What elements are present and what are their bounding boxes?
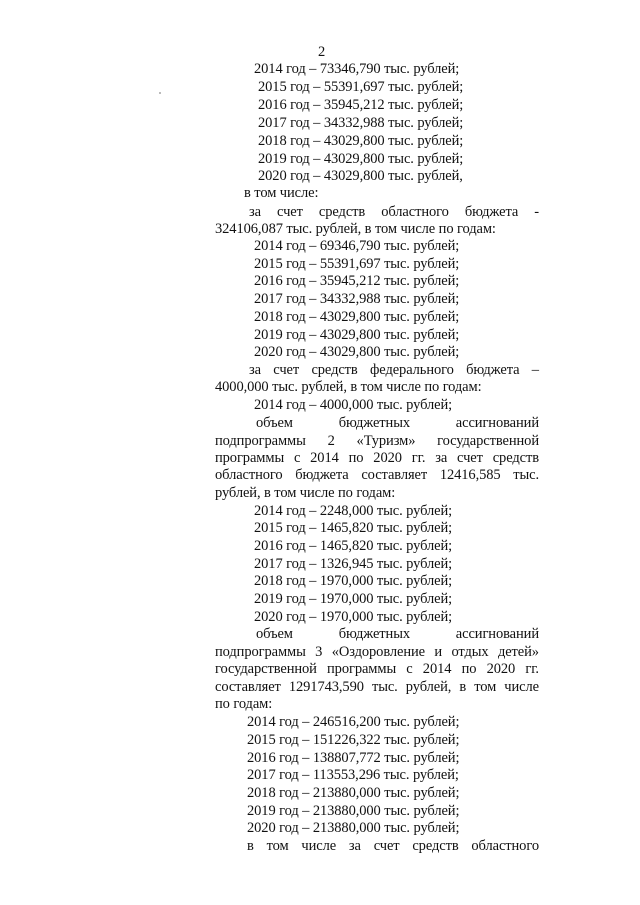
- word: 1291743,590: [288, 679, 364, 695]
- word: составляет: [215, 679, 281, 695]
- amount-line: 2019 год – 43029,800 тыс. рублей;: [254, 327, 460, 343]
- amount-line: 2020 год – 1970,000 тыс. рублей;: [254, 609, 453, 625]
- word: том: [474, 679, 497, 695]
- amount-line: 2020 год – 43029,800 тыс. рублей,: [258, 168, 463, 184]
- word: программы: [215, 450, 285, 466]
- justified-line: [247, 838, 539, 855]
- text-line: 4000,000 тыс. рублей, в том числе по годам:: [215, 379, 482, 395]
- amount-line: 2019 год – 213880,000 тыс. рублей;: [247, 803, 460, 819]
- justified-line: [215, 450, 539, 467]
- word: программы: [327, 661, 397, 677]
- word: ассигнований: [455, 415, 539, 431]
- amount-line: 2015 год – 55391,697 тыс. рублей;: [258, 79, 464, 95]
- amount-line: 2017 год – 1326,945 тыс. рублей;: [254, 556, 453, 572]
- amount-line: 2018 год – 213880,000 тыс. рублей;: [247, 785, 460, 801]
- word: «Туризм»: [356, 433, 416, 449]
- amount-line: 2019 год – 43029,800 тыс. рублей;: [258, 151, 464, 167]
- word: 2014: [310, 450, 339, 466]
- amount-line: 2016 год – 35945,212 тыс. рублей;: [258, 97, 464, 113]
- word: объем: [256, 626, 293, 642]
- word: бюджета: [466, 362, 520, 378]
- word: числе: [504, 679, 539, 695]
- word: за: [249, 204, 261, 220]
- justified-line: [215, 644, 539, 661]
- text-line: 324106,087 тыс. рублей, в том числе по годам:: [215, 221, 496, 237]
- word: тыс.: [513, 467, 539, 483]
- word: за: [435, 450, 448, 466]
- word: федерального: [370, 362, 454, 378]
- word: средств: [492, 450, 539, 466]
- word: числе: [301, 838, 337, 854]
- word: 12416,585: [439, 467, 501, 483]
- justified-line: [249, 204, 539, 221]
- word: с: [406, 661, 413, 677]
- text-line: рублей, в том числе по годам:: [215, 485, 396, 501]
- amount-line: 2014 год – 69346,790 тыс. рублей;: [254, 238, 460, 254]
- word: составляет: [361, 467, 428, 483]
- word: тыс.: [371, 679, 398, 695]
- word: средств: [318, 204, 366, 220]
- word: 2020: [373, 450, 402, 466]
- word: том: [266, 838, 289, 854]
- word: 2: [327, 433, 335, 449]
- amount-line: 2018 год – 43029,800 тыс. рублей;: [258, 133, 464, 149]
- word: с: [293, 450, 301, 466]
- scan-speck: [159, 92, 161, 94]
- justified-line: [215, 433, 539, 450]
- word: объем: [256, 415, 293, 431]
- word: 3: [315, 644, 323, 660]
- word: счет: [373, 838, 400, 854]
- text-line: в том числе:: [244, 185, 319, 201]
- amount-line: 2017 год – 113553,296 тыс. рублей;: [247, 767, 459, 783]
- word: государственной: [215, 661, 317, 677]
- word: бюджетных: [338, 415, 410, 431]
- word: за: [249, 362, 261, 378]
- word: ассигнований: [455, 626, 539, 642]
- amount-line: 2018 год – 1970,000 тыс. рублей;: [254, 573, 453, 589]
- word: по: [348, 450, 364, 466]
- word: в: [247, 838, 254, 854]
- word: рублей,: [405, 679, 452, 695]
- word: «Оздоровление: [331, 644, 426, 660]
- word: счет: [273, 362, 300, 378]
- amount-line: 2014 год – 4000,000 тыс. рублей;: [254, 397, 453, 413]
- amount-line: 2015 год – 151226,322 тыс. рублей;: [247, 732, 460, 748]
- amount-line: 2015 год – 55391,697 тыс. рублей;: [254, 256, 460, 272]
- justified-line: [256, 415, 539, 432]
- word: областного: [381, 204, 449, 220]
- word: подпрограммы: [215, 433, 306, 449]
- word: по: [461, 661, 477, 677]
- amount-line: 2020 год – 213880,000 тыс. рублей;: [247, 820, 460, 836]
- word: детей»: [497, 644, 539, 660]
- amount-line: 2019 год – 1970,000 тыс. рублей;: [254, 591, 453, 607]
- amount-line: 2017 год – 34332,988 тыс. рублей;: [254, 291, 460, 307]
- amount-line: 2014 год – 73346,790 тыс. рублей;: [254, 61, 460, 77]
- justified-line: [215, 679, 539, 696]
- amount-line: 2016 год – 138807,772 тыс. рублей;: [247, 750, 460, 766]
- word: счет: [457, 450, 483, 466]
- word: областного: [471, 838, 539, 854]
- word: средств: [311, 362, 358, 378]
- amount-line: 2016 год – 1465,820 тыс. рублей;: [254, 538, 453, 554]
- word: отдых: [451, 644, 489, 660]
- word: 2014: [422, 661, 452, 677]
- word: 2020: [486, 661, 516, 677]
- word: областного: [215, 467, 283, 483]
- page-number: 2: [318, 44, 326, 60]
- word: в: [459, 679, 467, 695]
- word: подпрограммы: [215, 644, 306, 660]
- text-line: по годам:: [215, 696, 273, 712]
- justified-line: [256, 626, 539, 643]
- amount-line: 2020 год – 43029,800 тыс. рублей;: [254, 344, 460, 360]
- amount-line: 2014 год – 2248,000 тыс. рублей;: [254, 503, 453, 519]
- amount-line: 2016 год – 35945,212 тыс. рублей;: [254, 273, 460, 289]
- word: гг.: [411, 450, 426, 466]
- word: счет: [277, 204, 303, 220]
- amount-line: 2015 год – 1465,820 тыс. рублей;: [254, 520, 453, 536]
- word: -: [534, 204, 539, 220]
- word: государственной: [437, 433, 539, 449]
- word: бюджета: [464, 204, 519, 220]
- word: бюджетных: [338, 626, 410, 642]
- word: гг.: [525, 661, 539, 677]
- word: и: [434, 644, 443, 660]
- word: средств: [412, 838, 459, 854]
- justified-line: [215, 467, 539, 484]
- word: бюджета: [295, 467, 349, 483]
- justified-line: [215, 661, 539, 678]
- word: за: [348, 838, 361, 854]
- amount-line: 2017 год – 34332,988 тыс. рублей;: [258, 115, 464, 131]
- word: –: [531, 362, 539, 378]
- justified-line: [249, 362, 539, 379]
- amount-line: 2014 год – 246516,200 тыс. рублей;: [247, 714, 460, 730]
- amount-line: 2018 год – 43029,800 тыс. рублей;: [254, 309, 460, 325]
